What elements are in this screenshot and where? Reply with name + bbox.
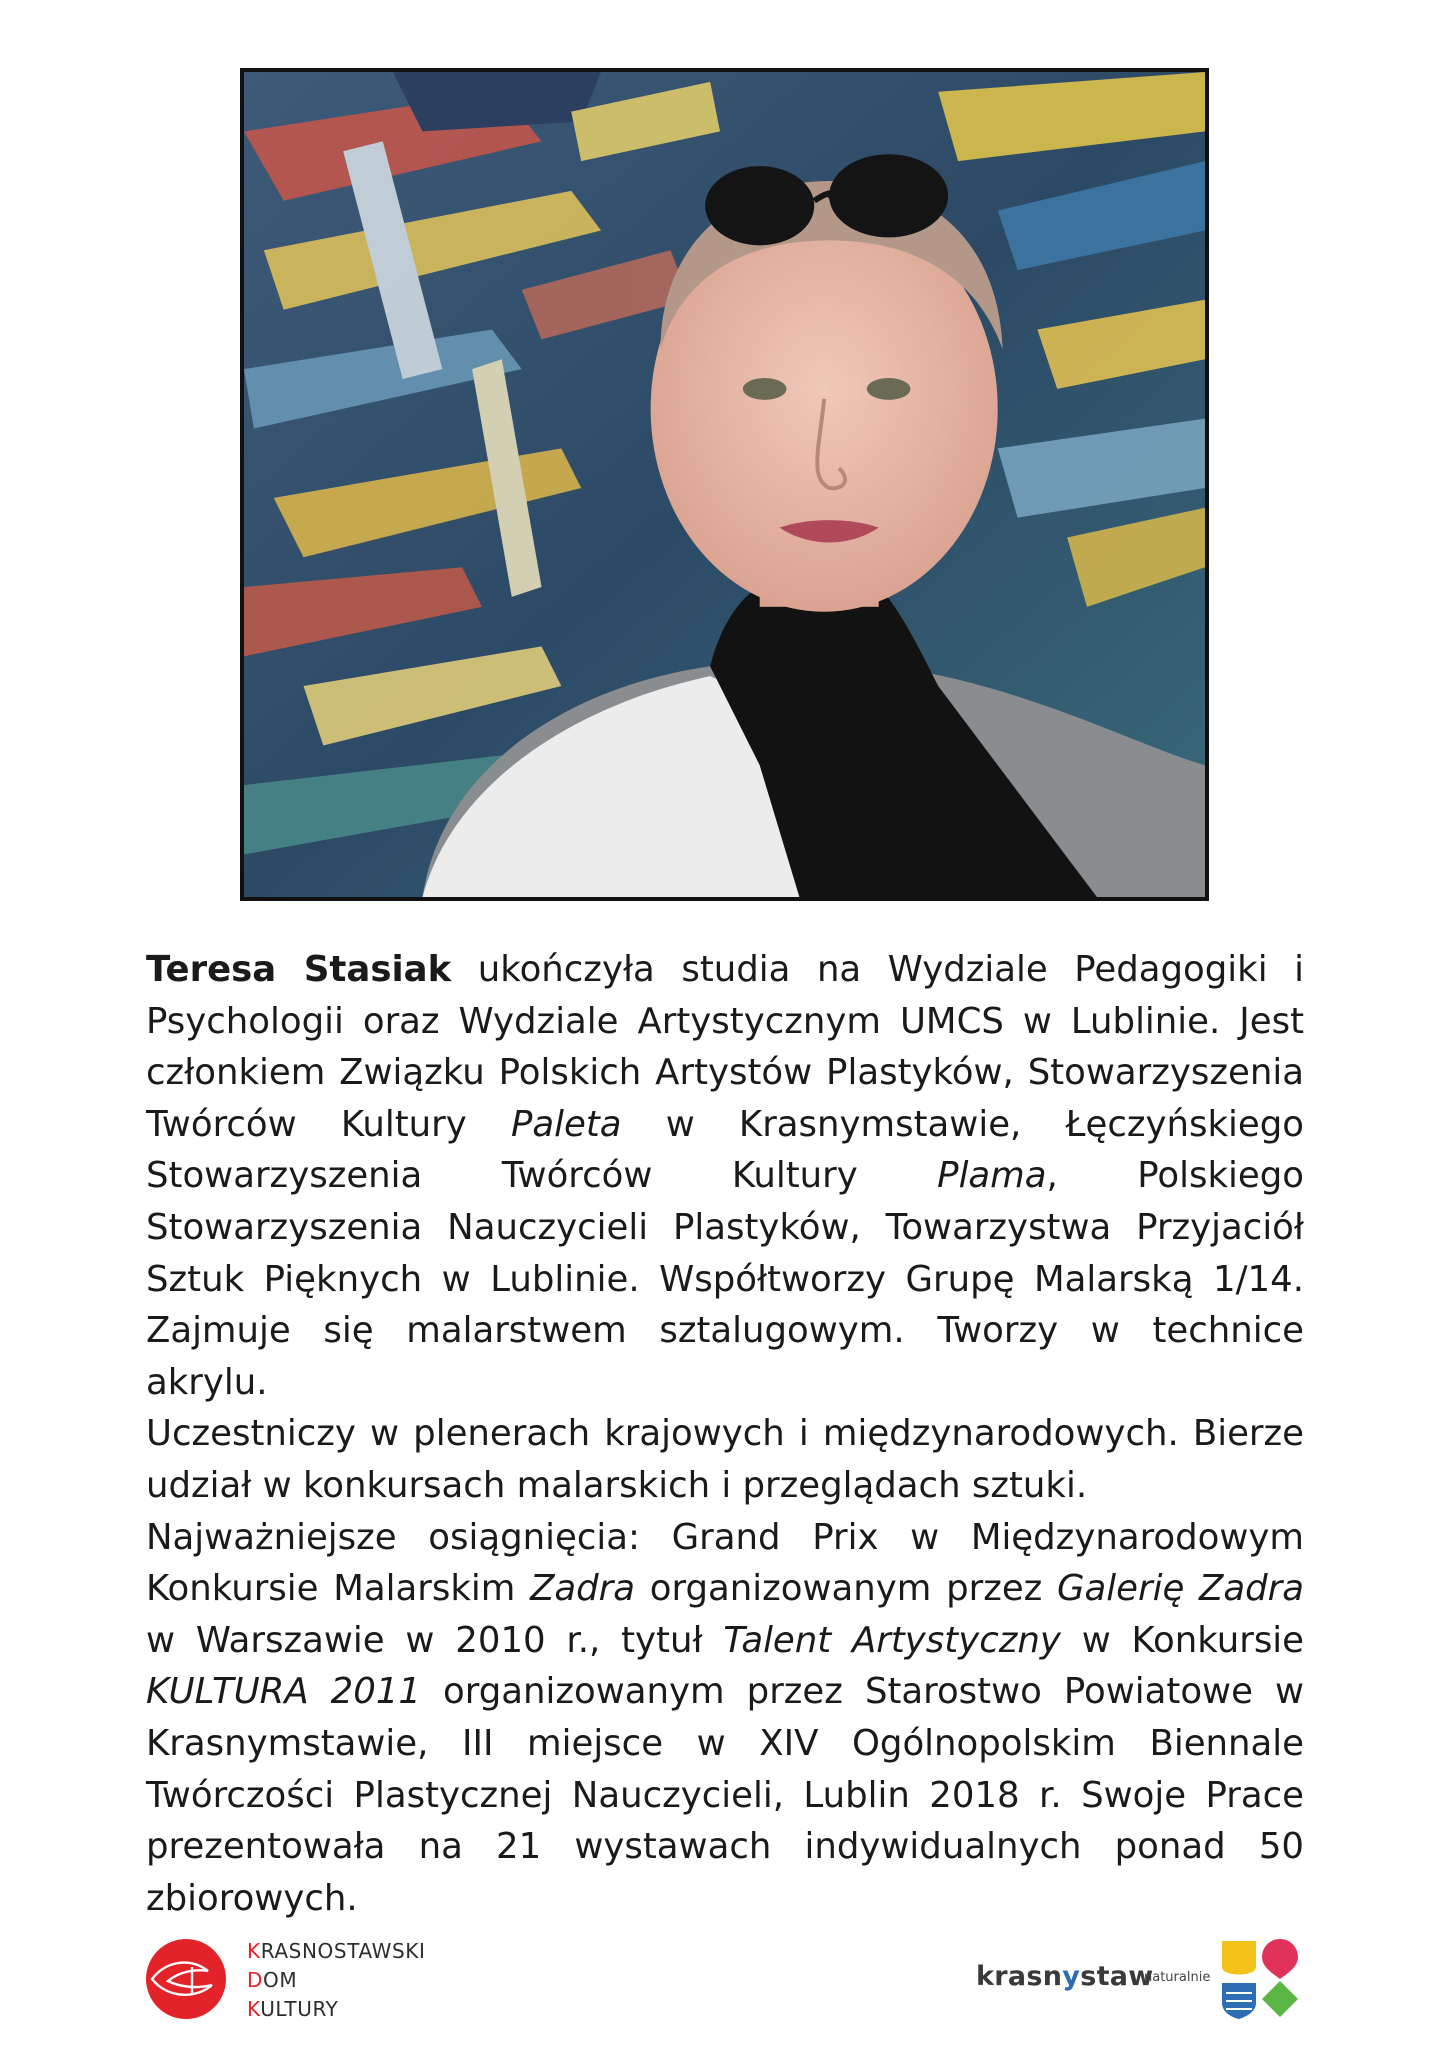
bio-italic-talent: Talent Artystyczny xyxy=(723,1619,1061,1661)
kdk-emblem-icon xyxy=(146,1939,226,2019)
krasnystaw-emblem-icon xyxy=(1218,1937,1302,2021)
kdk-line-2 xyxy=(247,1966,426,1995)
bio-text: , Polskiego Stowarzyszenia Nauczycieli Plastyków, Towarzystwa Przyjaciół Sztuk Pięknych w Lublinie. Współtworzy Grupę Malarską 1/14. Zajmuje się malarstwem sztalugowym. Tworzy w technice akrylu. xyxy=(146,1155,1304,1403)
kdk-initial-k: K xyxy=(247,1939,261,1963)
portrait-photo xyxy=(240,68,1209,901)
kdk-logo xyxy=(146,1937,446,2021)
bio-paragraph-1 xyxy=(146,944,1304,1408)
bio-text: w Warszawie w 2010 r., tytuł xyxy=(146,1619,724,1661)
artist-name: Teresa Stasiak xyxy=(146,949,452,990)
bio-text: w Krasnymstawie, Łęczyńskiego Stowarzyszenia Twórców Kultury xyxy=(146,1103,1304,1197)
bio-italic-zadra: Zadra xyxy=(530,1568,636,1610)
wordmark-part-y: y xyxy=(1062,1961,1081,1992)
kdk-line-2-rest: OM xyxy=(263,1968,298,1992)
bio-italic-galeria-zadra: Galerię Zadra xyxy=(1057,1568,1305,1610)
wordmark-part-a: krasn xyxy=(976,1961,1063,1992)
bio-italic-kultura-2011: KULTURA 2011 xyxy=(146,1671,422,1713)
bio-text: ukończyła studia na Wydziale Pedagogiki i Psychologii oraz Wydziale Artystycznym UMCS w Lublinie. Jest członkiem Związku Polskich Artystów Plastyków, Stowarzyszenia Twórców Kultury xyxy=(146,949,1304,1145)
portrait-illustration xyxy=(244,72,1205,897)
biography-text xyxy=(146,944,1304,1924)
bio-text: organizowanym przez xyxy=(635,1568,1058,1610)
krasnystaw-wordmark xyxy=(976,1961,1154,1992)
bio-italic-plama: Plama xyxy=(937,1155,1047,1197)
bio-text: Najważniejsze osiągnięcia: Grand Prix w Międzynarodowym Konkursie Malarskim xyxy=(146,1516,1304,1610)
kdk-wordmark xyxy=(247,1937,426,2024)
kdk-initial-k2: K xyxy=(247,1997,261,2021)
krasnystaw-tagline: naturalnie xyxy=(1144,1970,1211,1985)
bio-text: w Konkursie xyxy=(1060,1619,1305,1661)
bio-italic-paleta: Paleta xyxy=(510,1103,622,1145)
kdk-line-1 xyxy=(247,1937,426,1966)
krasnystaw-logo xyxy=(976,1937,1302,2017)
bio-text: organizowanym przez Starostwo Powiatowe w Krasnymstawie, III miejsce w XIV Ogólnopolskim Biennale Twórczości Plastycznej Nauczycieli, Lublin 2018 r. Swoje Prace prezentowała na 21 wystawach indywidualnych ponad 50 zbiorowych. xyxy=(146,1671,1304,1919)
kdk-line-1-rest: RASNOSTAWSKI xyxy=(260,1939,426,1963)
bio-paragraph-2: Uczestniczy w plenerach krajowych i międzynarodowych. Bierze udział w konkursach malarskich i przeglądach sztuki. xyxy=(146,1413,1304,1506)
bio-paragraph-3 xyxy=(146,1512,1304,1925)
kdk-line-3 xyxy=(247,1995,426,2024)
wordmark-part-b: staw xyxy=(1080,1961,1154,1992)
kdk-initial-d: D xyxy=(247,1968,264,1992)
kdk-line-3-rest: ULTURY xyxy=(260,1997,339,2021)
